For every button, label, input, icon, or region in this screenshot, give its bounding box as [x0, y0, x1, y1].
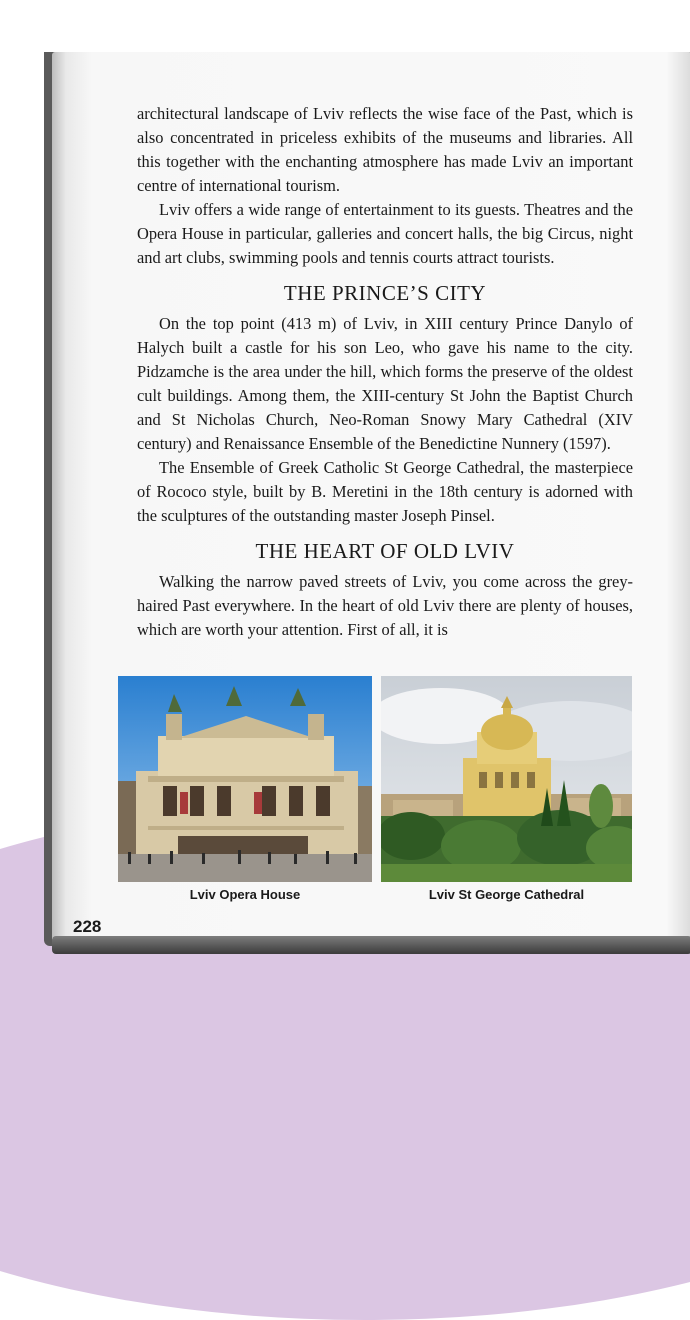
heading-prince-city: THE PRINCE’S CITY — [283, 281, 487, 305]
page-number: 228 — [73, 917, 102, 936]
top-margin — [0, 0, 690, 52]
st-george-cathedral-caption: Lviv St George Cathedral — [428, 887, 585, 902]
prince-paragraph-1: On the top point (413 m) of Lviv, in XIII century Prince Danylo of Halych built a castle for his son Leo, who gave his name to the city. Pidzamche is the area under the hill, which forms the preserve of the oldest cult buildings. Among them, the XIII-century St John the Baptist Church and St Nicholas Church, Neo-Roman Snowy Mary Cathedral (XIV century) and Renaissance Ensemble of the Benedictine Nunnery (1597). — [137, 314, 633, 453]
st-george-cathedral-photo — [381, 676, 632, 882]
heart-paragraph-1: Walking the narrow paved streets of Lviv, you come across the grey-haired Past everywhere. In the heart of old Lviv there are plenty of houses, which are worth your attention. First of all, it is — [137, 572, 633, 639]
opera-house-caption: Lviv Opera House — [189, 887, 301, 902]
intro-paragraph-2: Lviv offers a wide range of entertainment to its guests. Theatres and the Opera House in particular, galleries and concert halls, the big Circus, night and art clubs, swimming pools and tennis courts attract tourists. — [137, 200, 633, 267]
heading-heart-old-lviv: THE HEART OF OLD LVIV — [255, 539, 515, 563]
opera-house-photo — [118, 676, 372, 882]
prince-paragraph-2: The Ensemble of Greek Catholic St George Cathedral, the masterpiece of Rococo style, built by B. Meretini in the 18th century is adorned with the sculptures of the outstanding master Joseph Pinsel. — [137, 458, 633, 525]
intro-paragraph-1: architectural landscape of Lviv reflects the wise face of the Past, which is also concentrated in priceless exhibits of the museums and libraries. All this together with the enchanting atmosphere has made Lviv an important centre of international tourism. — [137, 104, 633, 195]
book-bottom-edge — [52, 936, 690, 954]
text-body — [137, 102, 633, 642]
